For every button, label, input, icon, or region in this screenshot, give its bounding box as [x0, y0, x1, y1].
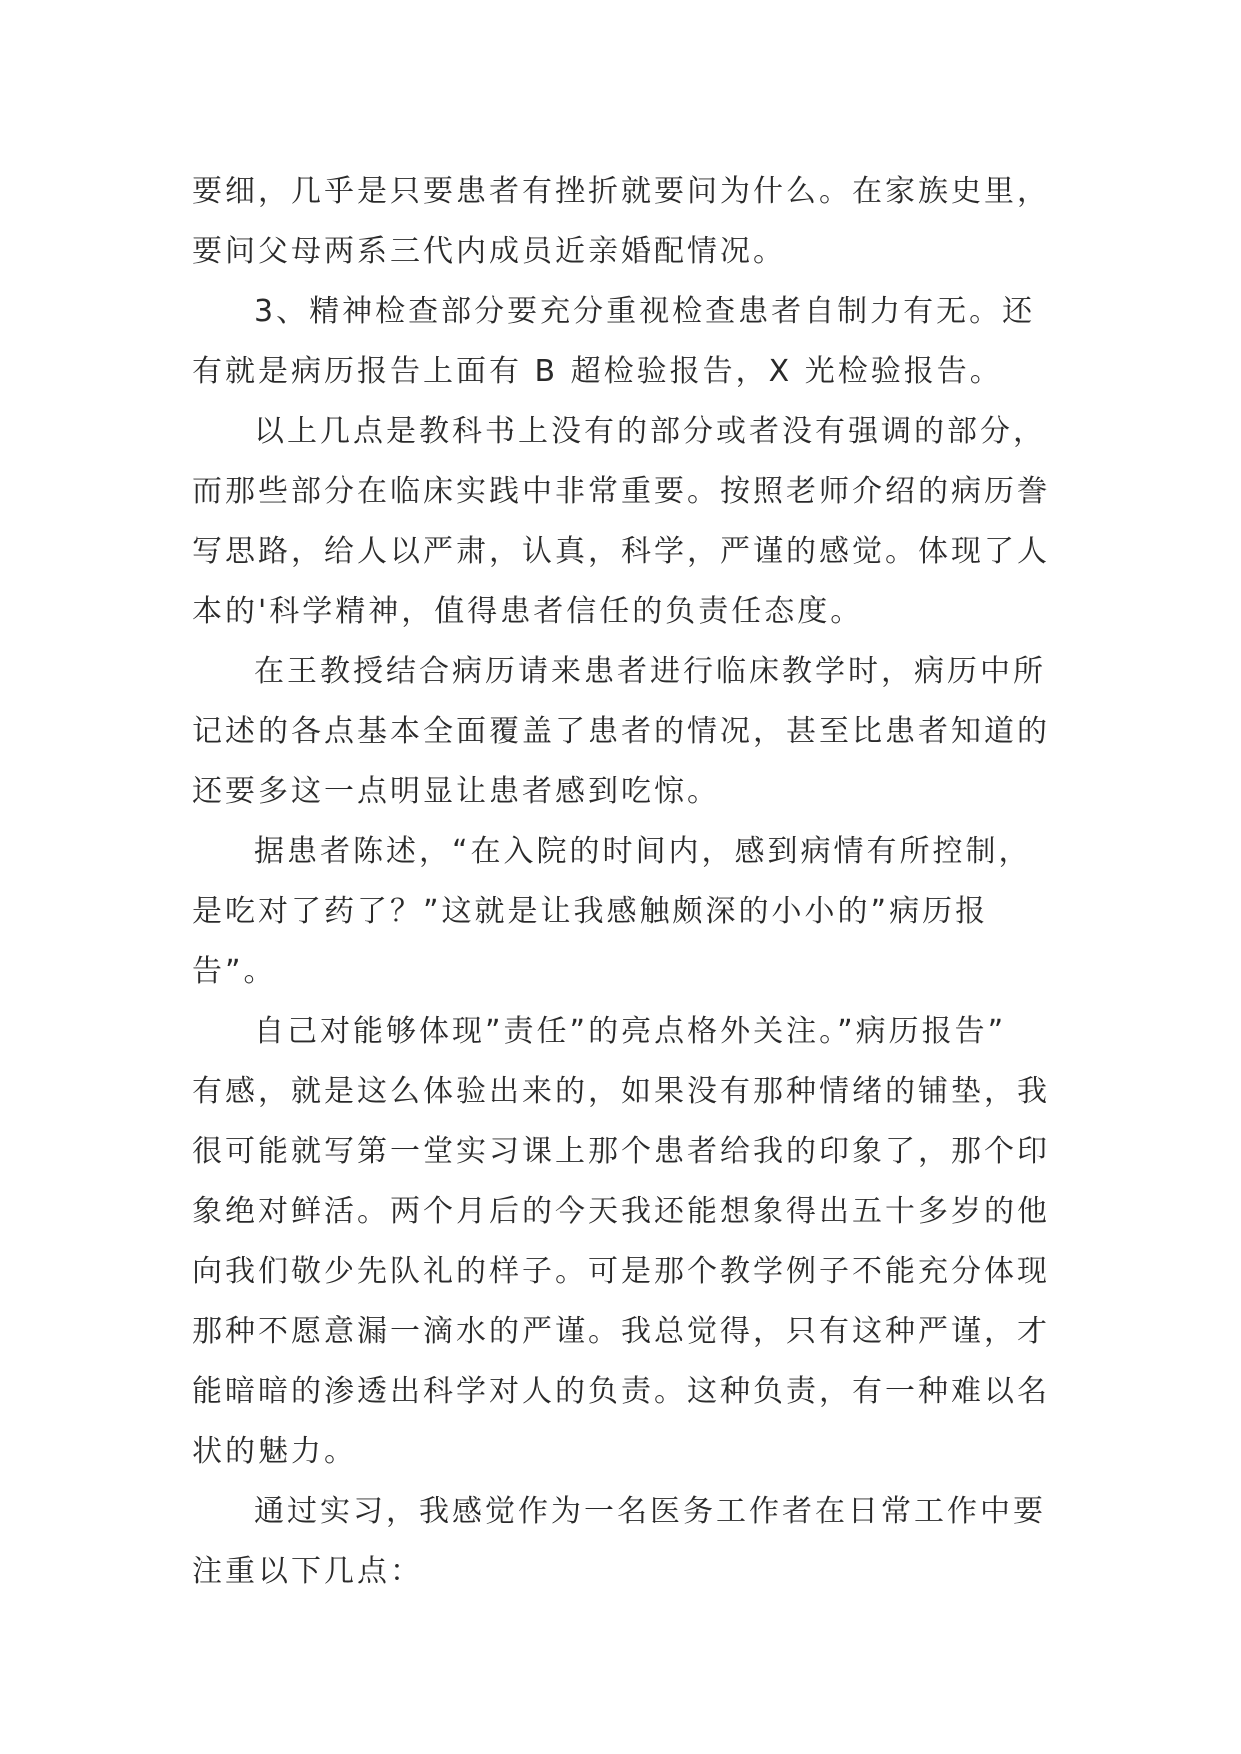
text-line: 据患者陈述，“在入院的时间内，感到病情有所控制，: [254, 834, 1032, 869]
text-line: 有感，就是这么体验出来的，如果没有那种情绪的铺垫，我: [192, 1074, 1050, 1109]
text-line: 在王教授结合病历请来患者进行临床教学时，病历中所: [254, 654, 1046, 689]
text-line: 状的魅力。: [192, 1434, 357, 1469]
text-line: 3、精神检查部分要充分重视检查患者自制力有无。还: [254, 294, 1036, 329]
text-line: 本的'科学精神，值得患者信任的负责任态度。: [192, 594, 864, 629]
text-line: 记述的各点基本全面覆盖了患者的情况，甚至比患者知道的: [192, 714, 1050, 749]
text-line: 写思路，给人以严肃，认真，科学，严谨的感觉。体现了人: [192, 534, 1050, 569]
text-line: 而那些部分在临床实践中非常重要。按照老师介绍的病历誊: [192, 474, 1050, 509]
paragraph-7: [192, 1482, 1072, 1602]
text-line: 向我们敬少先队礼的样子。可是那个教学例子不能充分体现: [192, 1254, 1050, 1289]
text-line: 是吃对了药了？”这就是让我感触颇深的小小的”病历报: [192, 894, 989, 929]
paragraph-5: [192, 822, 1072, 1002]
text-line: 要问父母两系三代内成员近亲婚配情况。: [192, 234, 786, 269]
paragraph-6: [192, 1002, 1072, 1482]
text-line: 要细，几乎是只要患者有挫折就要问为什么。在家族史里，: [192, 174, 1050, 209]
paragraph-2: [192, 282, 1072, 402]
text-line: 有就是病历报告上面有 B 超检验报告，X 光检验报告。: [192, 354, 1003, 389]
body-text: [192, 162, 1072, 1602]
text-line: 通过实习，我感觉作为一名医务工作者在日常工作中要: [254, 1494, 1046, 1529]
text-line: 注重以下几点：: [192, 1554, 423, 1589]
text-line: 能暗暗的渗透出科学对人的负责。这种负责，有一种难以名: [192, 1374, 1050, 1409]
text-line: 象绝对鲜活。两个月后的今天我还能想象得出五十多岁的他: [192, 1194, 1050, 1229]
text-line: 告”。: [192, 954, 277, 989]
paragraph-3: [192, 402, 1072, 642]
text-line: 自己对能够体现”责任”的亮点格外关注。”病历报告”: [254, 1014, 1007, 1049]
text-line: 还要多这一点明显让患者感到吃惊。: [192, 774, 720, 809]
text-line: 那种不愿意漏一滴水的严谨。我总觉得，只有这种严谨，才: [192, 1314, 1050, 1349]
paragraph-4: [192, 642, 1072, 822]
paragraph-1: [192, 162, 1072, 282]
text-line: 以上几点是教科书上没有的部分或者没有强调的部分，: [254, 414, 1046, 449]
text-line: 很可能就写第一堂实习课上那个患者给我的印象了，那个印: [192, 1134, 1050, 1169]
